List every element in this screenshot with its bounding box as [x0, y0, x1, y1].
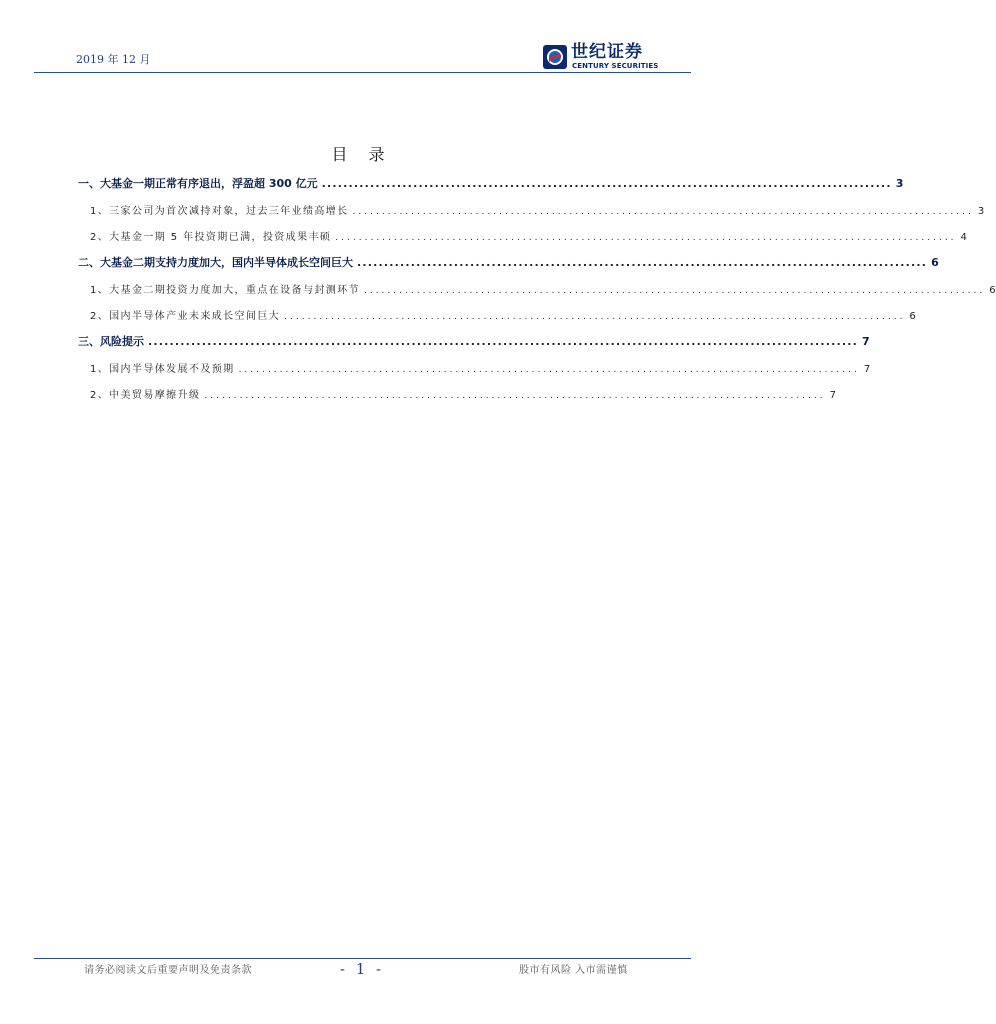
toc-entry-page: 7 [862, 335, 870, 348]
toc-entry-page: 3 [977, 206, 985, 217]
toc-leader-dots: .......................................................................................................... [238, 365, 860, 375]
toc-entry-2-1[interactable] [90, 281, 996, 296]
toc-leader-dots: .......................................................................................................... [335, 233, 957, 243]
toc-title: 目 录 [331, 145, 393, 164]
toc-entry-page: 4 [960, 232, 967, 243]
toc-entry-section-1[interactable] [78, 175, 904, 191]
century-securities-emblem-icon [543, 45, 567, 69]
header-divider [34, 72, 691, 73]
toc-entry-label: 1、国内半导体发展不及预期 [90, 364, 235, 375]
toc-entry-section-2[interactable] [78, 254, 939, 270]
logo-chinese-name: 世纪证券 [571, 42, 643, 62]
logo-english-name: CENTURY SECURITIES [572, 62, 659, 70]
toc-leader-dots: .......................................................................................................... [352, 207, 974, 217]
footer-risk-notice: 股市有风险 入市需谨慎 [519, 965, 628, 976]
toc-entry-label: 1、三家公司为首次减持对象，过去三年业绩高增长 [90, 206, 349, 217]
toc-leader-dots: .................................................................................................................................... [148, 335, 858, 348]
toc-entry-page: 7 [829, 390, 836, 401]
toc-leader-dots: .......................................................................................................... [357, 256, 928, 269]
toc-entry-label: 2、国内半导体产业未来成长空间巨大 [90, 311, 281, 322]
footer-disclaimer: 请务必阅读文后重要声明及免责条款 [84, 965, 252, 976]
report-date: 2019 年 12 月 [76, 53, 151, 66]
toc-entry-label: 一、大基金一期正常有序退出，浮盈超 300 亿元 [78, 177, 318, 190]
toc-entry-section-3[interactable] [78, 333, 870, 349]
toc-entry-page: 6 [909, 311, 916, 322]
toc-entry-page: 6 [931, 256, 939, 269]
toc-entry-label: 1、大基金二期投资力度加大，重点在设备与封测环节 [90, 285, 360, 296]
toc-entry-label: 2、大基金一期 5 年投资期已满，投资成果丰硕 [90, 232, 332, 243]
toc-entry-label: 2、中美贸易摩擦升级 [90, 390, 201, 401]
toc-entry-2-2[interactable] [90, 307, 916, 322]
toc-entry-page: 6 [989, 285, 996, 296]
toc-leader-dots: .......................................................................................................... [204, 391, 826, 401]
footer-divider [34, 958, 691, 959]
toc-entry-label: 三、风险提示 [78, 335, 144, 348]
footer-page-number: - 1 - [339, 960, 385, 978]
toc-entry-3-1[interactable] [90, 360, 871, 375]
toc-entry-3-2[interactable] [90, 386, 836, 401]
toc-entry-page: 7 [863, 364, 871, 375]
century-securities-logo [543, 42, 668, 72]
toc-entry-page: 3 [895, 177, 904, 190]
toc-leader-dots: .......................................................................................................... [284, 312, 906, 322]
toc-entry-1-2[interactable] [90, 228, 967, 243]
toc-leader-dots: .......................................................................................................... [321, 177, 892, 190]
toc-entry-label: 二、大基金二期支持力度加大，国内半导体成长空间巨大 [78, 256, 353, 269]
toc-leader-dots: .......................................................................................................... [363, 286, 986, 296]
toc-entry-1-1[interactable] [90, 202, 985, 217]
